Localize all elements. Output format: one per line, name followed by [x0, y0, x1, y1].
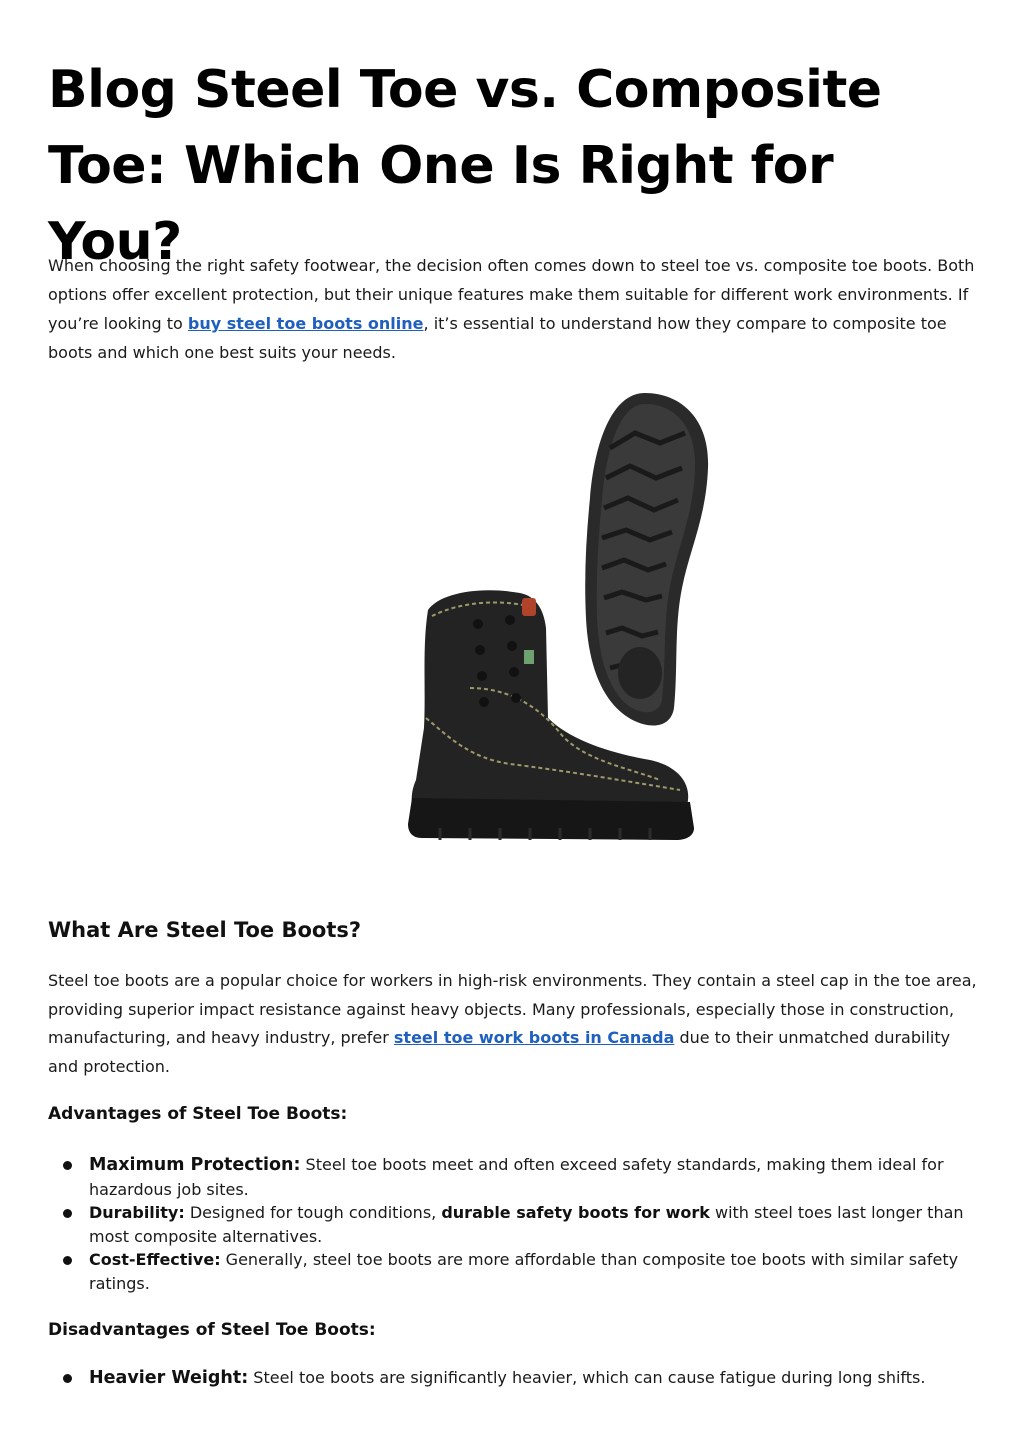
boot-illustration — [360, 388, 716, 850]
intro-text-before: When choosing the right safety footwear, the decision often comes down to steel toe vs. composite toe boots. Both options offer excellent protection, but their unique features make them suitable for different work environments. If you’re looking to — [48, 256, 975, 333]
steel-toe-canada-link[interactable]: steel toe work boots in Canada — [393, 1028, 675, 1047]
list-item-bold-text: durable safety boots for work — [441, 1203, 710, 1222]
list-item-text: Designed for tough conditions, — [184, 1203, 442, 1222]
intro-text-after: , it’s essential to understand how they compare to composite toe boots and which one best suits your needs. — [48, 314, 947, 362]
bullet-icon — [63, 1209, 72, 1218]
list-item-term: Maximum Protection: — [89, 1155, 301, 1175]
buy-steel-toe-boots-link[interactable]: buy steel toe boots online — [187, 314, 424, 333]
bullet-icon — [63, 1161, 72, 1170]
list-item-term: Durability: — [89, 1203, 185, 1222]
bullet-icon — [63, 1256, 72, 1265]
steel-toe-heading: What Are Steel Toe Boots? — [48, 918, 362, 942]
list-item — [48, 1201, 978, 1248]
steel-para-before: Steel toe boots are a popular choice for workers in high-risk environments. They contain a steel cap in the toe area, providing superior impact resistance against heavy objects. Many professionals, especially those in construction, manufacturing, and heavy industry, prefer — [48, 971, 977, 1047]
list-item — [48, 1153, 978, 1201]
list-item — [48, 1366, 978, 1391]
disadvantages-heading: Disadvantages of Steel Toe Boots: — [48, 1320, 376, 1340]
steel-para-after: due to their unmatched durability and protection. — [48, 1028, 951, 1076]
list-item-term: Heavier Weight: — [89, 1368, 249, 1388]
bullet-icon — [63, 1374, 72, 1383]
boot-product-image — [360, 388, 716, 850]
advantages-list — [48, 1153, 978, 1295]
list-item — [48, 1248, 978, 1295]
advantages-heading: Advantages of Steel Toe Boots: — [48, 1104, 348, 1124]
intro-paragraph — [48, 251, 978, 367]
boot-outsole — [585, 393, 708, 726]
list-item-text: with steel toes last longer than most composite alternatives. — [89, 1203, 964, 1246]
list-item-text: Steel toe boots meet and often exceed safety standards, making them ideal for hazardous job sites. — [89, 1155, 944, 1199]
steel-toe-paragraph — [48, 967, 978, 1081]
list-item-text: Generally, steel toe boots are more affordable than composite toe boots with similar safety ratings. — [89, 1250, 959, 1293]
disadvantages-list — [48, 1366, 978, 1391]
list-item-text: Steel toe boots are significantly heavier, which can cause fatigue during long shifts. — [248, 1368, 926, 1387]
page-title: Blog Steel Toe vs. Composite Toe: Which One Is Right for You? — [48, 60, 882, 272]
list-item-term: Cost-Effective: — [89, 1250, 221, 1269]
